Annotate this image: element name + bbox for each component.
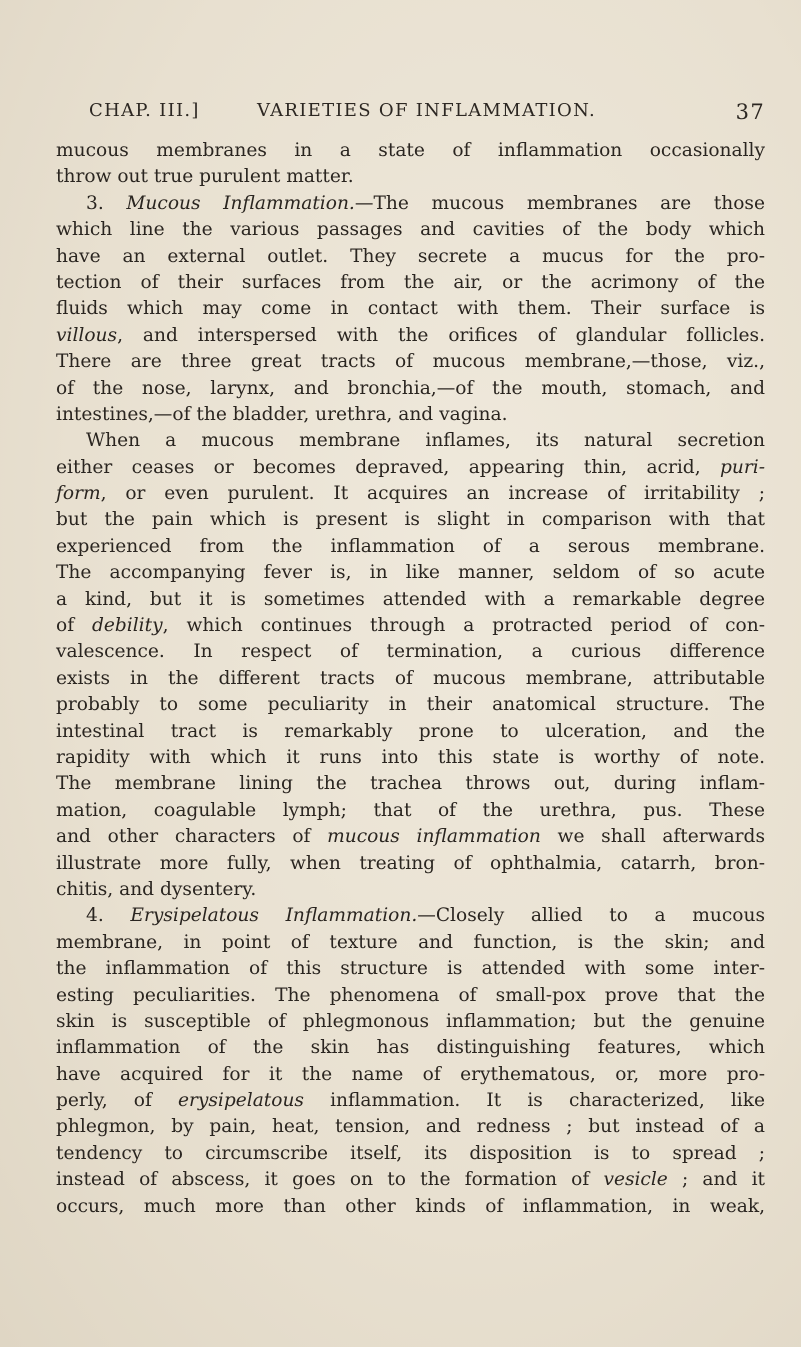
text-line: [56, 1141, 765, 1167]
text-line: [56, 534, 765, 560]
text-segment: ; and it: [667, 1169, 765, 1191]
italic-text: erysipelatous: [177, 1090, 304, 1112]
text-line: [56, 349, 765, 375]
text-segment: chitis, and dysentery.: [56, 878, 257, 900]
text-segment: 3.: [86, 192, 127, 214]
text-segment: but the pain which is present is slight in comparison with that: [56, 509, 765, 531]
body-text: [56, 138, 765, 1220]
text-line: [56, 613, 765, 639]
text-segment: of the nose, larynx, and bronchia,—of the mouth, stomach, and: [56, 377, 765, 399]
text-segment: When a mucous membrane inflames, its natural secretion: [86, 430, 765, 452]
text-line: [56, 138, 765, 164]
italic-text: debility: [91, 615, 163, 637]
text-line: [56, 851, 765, 877]
text-segment: —The mucous membranes are those: [354, 192, 765, 214]
text-segment: , which continues through a protracted period of con-: [162, 615, 765, 637]
text-segment: tection of their surfaces from the air, or the acrimony of the: [56, 271, 765, 293]
text-line: [56, 639, 765, 665]
text-segment: esting peculiarities. The phenomena of small-pox prove that the: [56, 984, 765, 1006]
text-line: [56, 507, 765, 533]
text-segment: perly, of: [56, 1090, 178, 1112]
text-line: [56, 402, 765, 428]
text-line: [56, 824, 765, 850]
running-header: [89, 100, 765, 130]
text-line: [56, 1062, 765, 1088]
text-line: [56, 798, 765, 824]
text-line: [56, 877, 765, 903]
text-segment: probably to some peculiarity in their anatomical structure. The: [56, 694, 765, 716]
italic-text: Mucous Inflammation.: [126, 192, 355, 214]
text-segment: a kind, but it is sometimes attended with a remarkable degree: [56, 588, 765, 610]
text-segment: occurs, much more than other kinds of inflammation, in weak,: [56, 1195, 765, 1217]
text-line: [56, 1114, 765, 1140]
text-line: [56, 983, 765, 1009]
text-line: [56, 1035, 765, 1061]
page-number: 37: [735, 100, 765, 124]
chapter-label: CHAP. III.]: [89, 100, 200, 121]
text-segment: fluids which may come in contact with them. Their surface is: [56, 298, 765, 320]
text-segment: rapidity with which it runs into this state is worthy of note.: [56, 746, 765, 768]
text-segment: and other characters of: [56, 826, 328, 848]
text-segment: which line the various passages and cavities of the body which: [56, 219, 765, 241]
italic-text: form: [56, 483, 101, 505]
italic-text: villous: [56, 324, 118, 346]
text-line: [56, 771, 765, 797]
text-line: [56, 745, 765, 771]
text-line: [56, 428, 765, 454]
text-line: [56, 1167, 765, 1193]
text-segment: There are three great tracts of mucous membrane,—those, viz.,: [56, 351, 765, 373]
text-segment: tendency to circumscribe itself, its disposition is to spread ;: [56, 1142, 765, 1164]
text-line: [56, 270, 765, 296]
text-segment: throw out true purulent matter.: [56, 166, 354, 188]
text-segment: have an external outlet. They secrete a mucus for the pro-: [56, 245, 765, 267]
text-segment: we shall afterwards: [540, 826, 765, 848]
text-segment: intestinal tract is remarkably prone to ulceration, and the: [56, 720, 765, 742]
text-line: [56, 666, 765, 692]
text-segment: 4.: [86, 905, 131, 927]
text-line: [56, 1088, 765, 1114]
text-segment: mucous membranes in a state of inflammation occasionally: [56, 140, 765, 161]
text-line: [56, 956, 765, 982]
text-line: [56, 1194, 765, 1220]
text-line: [56, 164, 765, 190]
italic-text: mucous inflammation: [327, 826, 541, 848]
text-segment: either ceases or becomes depraved, appearing thin, acrid,: [56, 456, 720, 478]
text-segment: experienced from the inflammation of a serous membrane.: [56, 535, 765, 557]
text-segment: skin is susceptible of phlegmonous inflammation; but the genuine: [56, 1010, 765, 1032]
text-segment: have acquired for it the name of erythematous, or, more pro-: [56, 1063, 765, 1085]
text-line: [56, 217, 765, 243]
text-segment: of: [56, 615, 92, 637]
text-line: [56, 587, 765, 613]
text-line: [56, 323, 765, 349]
text-segment: the inflammation of this structure is attended with some inter-: [56, 958, 765, 980]
text-line: [56, 903, 765, 929]
text-segment: —Closely allied to a mucous: [417, 905, 765, 927]
text-segment: exists in the different tracts of mucous membrane, attributable: [56, 667, 765, 689]
text-segment: The accompanying fever is, in like manner, seldom of so acute: [56, 562, 765, 584]
text-line: [56, 1009, 765, 1035]
text-segment: membrane, in point of texture and function, is the skin; and: [56, 931, 765, 953]
italic-text: vesicle: [603, 1169, 668, 1191]
text-line: [56, 481, 765, 507]
text-segment: instead of abscess, it goes on to the formation of: [56, 1169, 604, 1191]
text-line: [56, 296, 765, 322]
text-line: [56, 930, 765, 956]
text-line: [56, 455, 765, 481]
text-line: [56, 560, 765, 586]
text-segment: The membrane lining the trachea throws out, during inflam-: [56, 773, 765, 795]
text-segment: inflammation of the skin has distinguishing features, which: [56, 1037, 765, 1059]
italic-text: Erysipelatous Inflammation.: [130, 905, 418, 927]
text-segment: inflammation. It is characterized, like: [303, 1090, 765, 1112]
text-segment: valescence. In respect of termination, a curious difference: [56, 641, 765, 663]
running-title: VARIETIES OF INFLAMMATION.: [257, 100, 597, 121]
text-line: [56, 719, 765, 745]
text-segment: intestines,—of the bladder, urethra, and vagina.: [56, 403, 508, 425]
text-line: [56, 692, 765, 718]
text-line: [56, 191, 765, 217]
text-segment: phlegmon, by pain, heat, tension, and redness ; but instead of a: [56, 1116, 765, 1138]
text-line: [56, 376, 765, 402]
text-segment: , or even purulent. It acquires an increase of irritability ;: [100, 483, 765, 505]
text-segment: illustrate more fully, when treating of ophthalmia, catarrh, bron-: [56, 852, 765, 874]
text-line: [56, 244, 765, 270]
text-segment: mation, coagulable lymph; that of the urethra, pus. These: [56, 799, 765, 821]
italic-text: puri-: [720, 456, 765, 478]
text-segment: , and interspersed with the orifices of glandular follicles.: [117, 324, 765, 346]
